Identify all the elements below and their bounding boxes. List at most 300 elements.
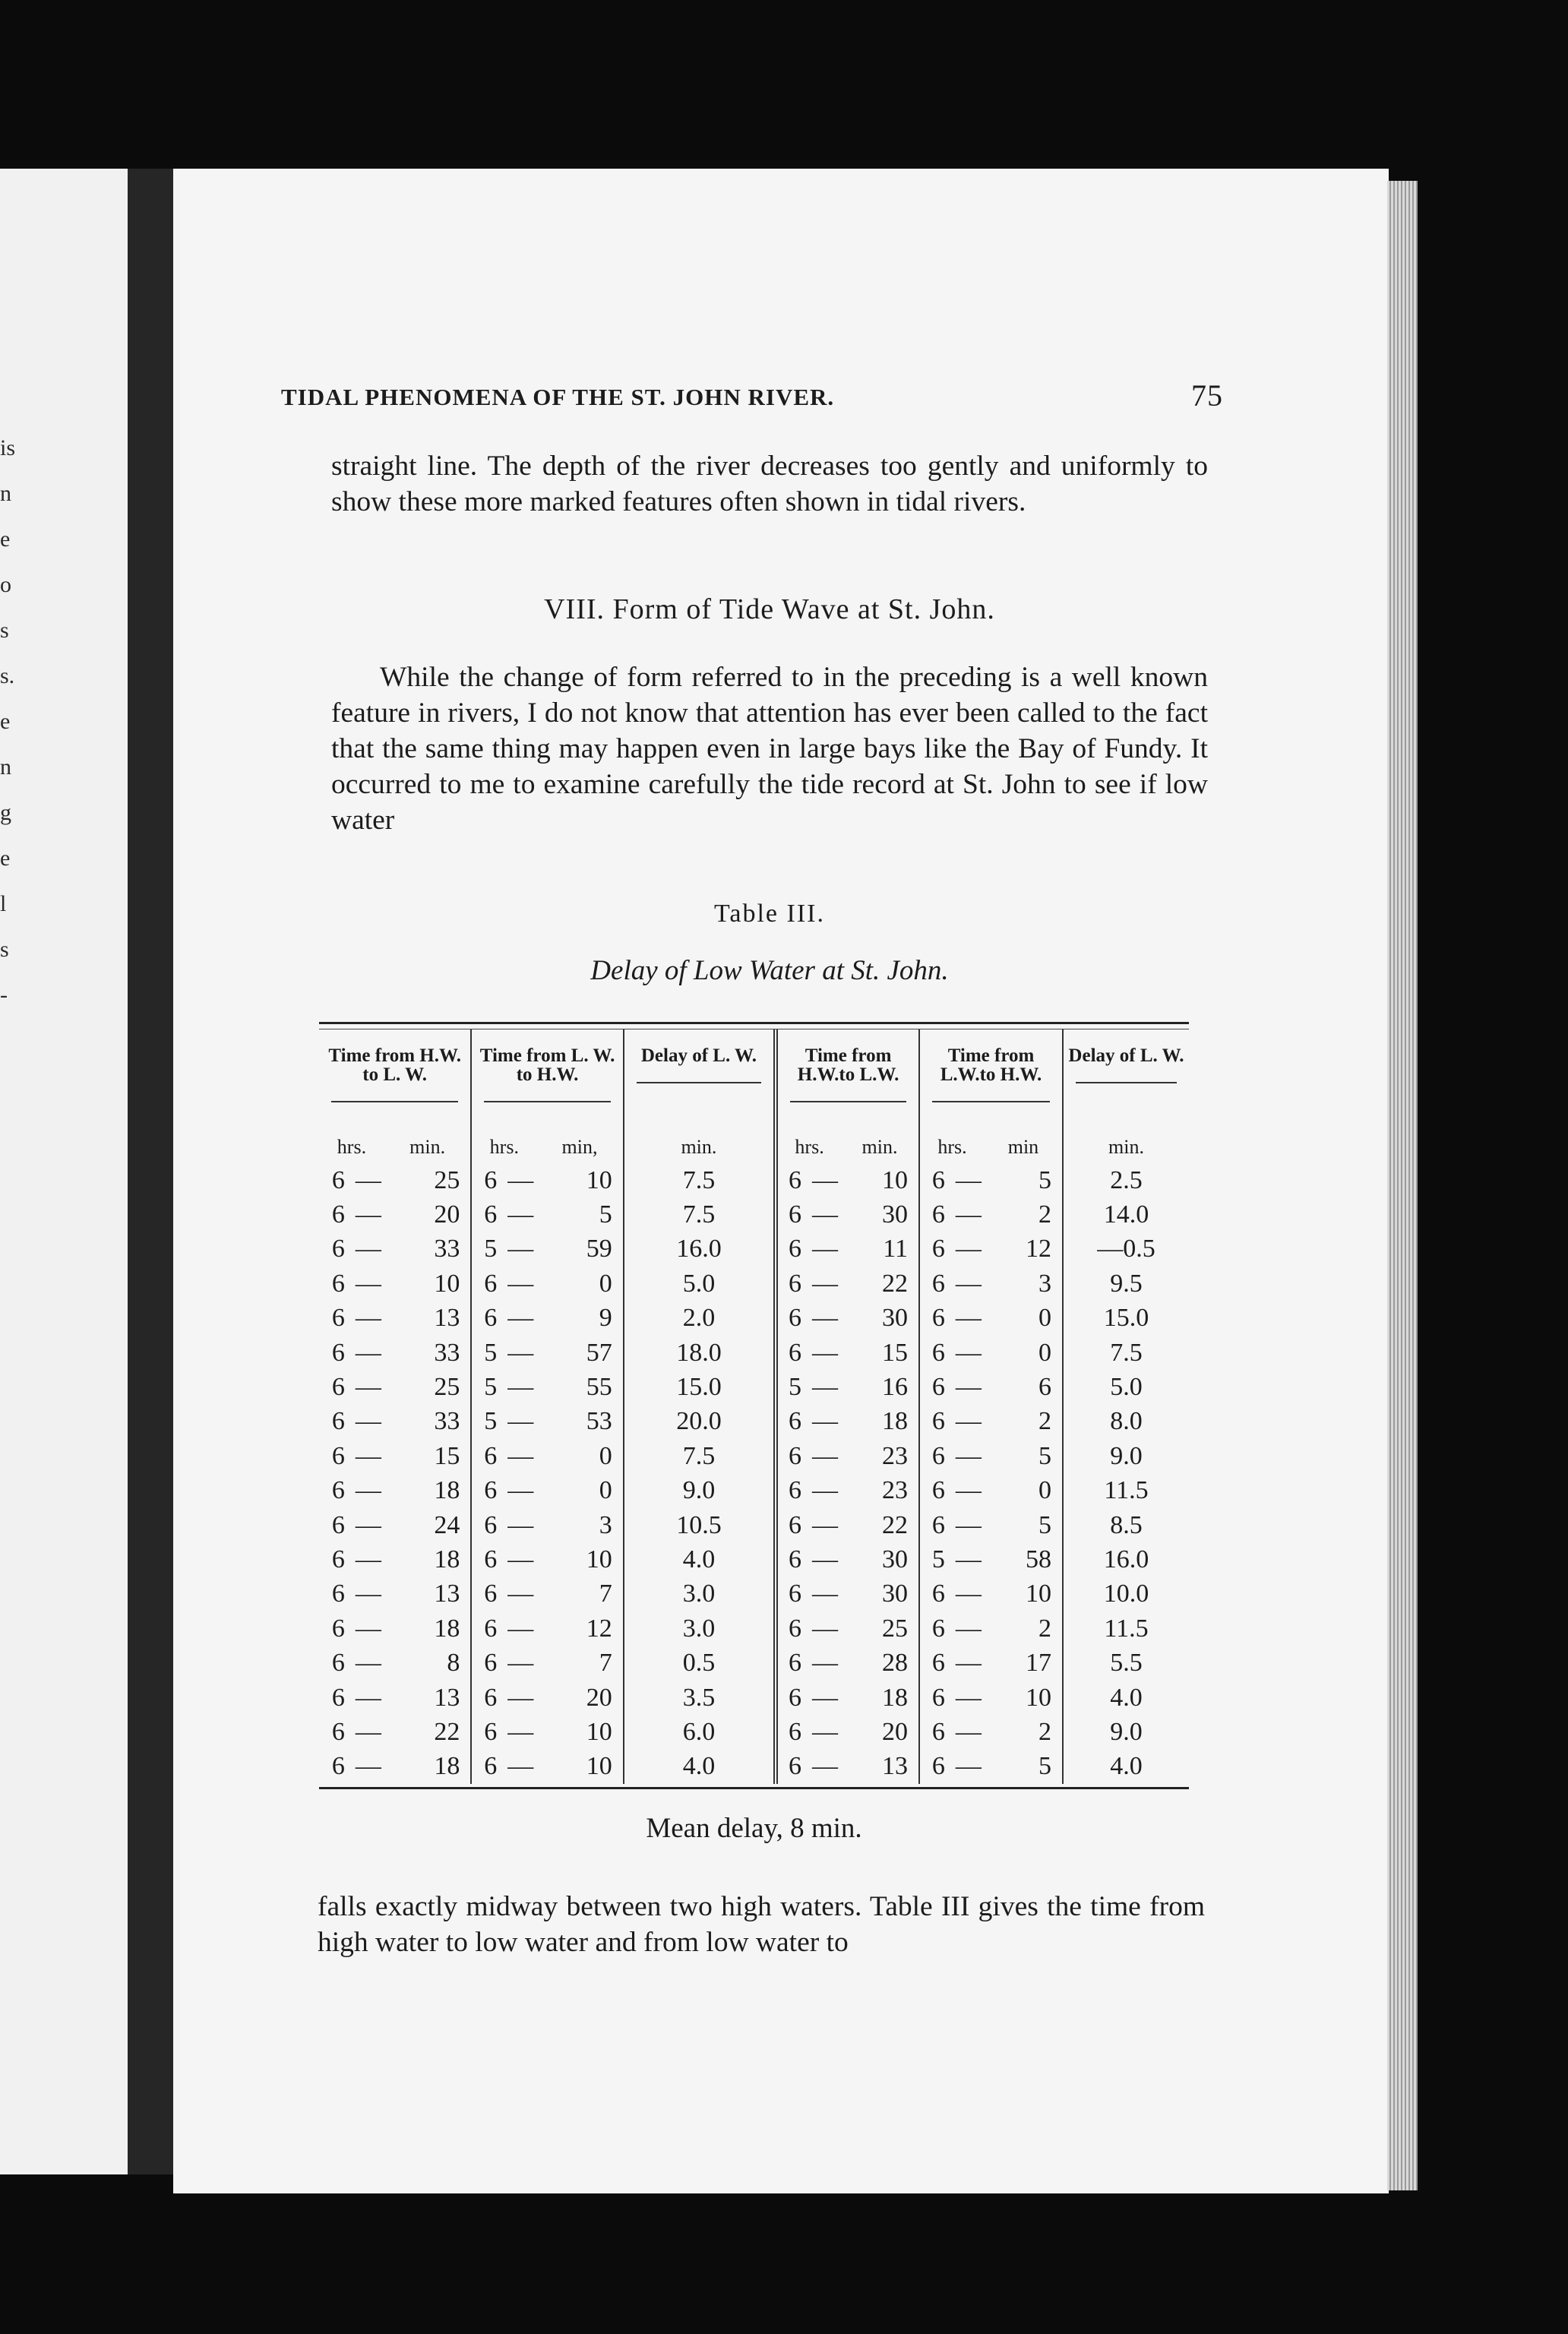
table-cell: 8.0 [1110,1407,1143,1436]
table-cell: 6 — [931,1373,982,1402]
table-row [319,1370,1189,1404]
table-cell: 5.5 [1110,1649,1143,1678]
table-cell: 5.0 [624,1267,776,1301]
table-cell: 33 [384,1405,472,1439]
dash-separator: — [812,1510,838,1539]
dash-separator: — [507,1407,534,1436]
table-cell: 0 [985,1336,1063,1370]
left-page-fragment: s. [0,663,15,688]
dash-separator: — [812,1235,838,1263]
unit-label: min. [384,1113,472,1163]
dash-separator: — [507,1441,534,1470]
table-cell: 2 [985,1405,1063,1439]
dash-separator: — [355,1580,381,1608]
table-cell: 9 [536,1301,624,1336]
table-cell: 6 — [931,1614,982,1643]
table-cell: 6 — [931,1510,982,1539]
paragraph-1-text: straight line. The depth of the river decreases too gently and uniformly to show these more marked features often shown in tidal rivers. [331,451,1208,517]
table-cell: 28 [841,1646,919,1680]
table-row [319,1163,1189,1197]
unit-label: hrs. [795,1136,824,1158]
table-cell: 6 — [789,1510,838,1539]
table-cell: 8.5 [1110,1510,1143,1539]
unit-label: hrs. [489,1136,519,1158]
section-title: VIII. Form of Tide Wave at St. John. [544,593,995,625]
table-cell: 6 — [789,1580,838,1608]
left-page-fragment: e [0,709,11,734]
table-cell: 0 [536,1474,624,1508]
table-cell: 8 [384,1646,472,1680]
table-row [319,1542,1189,1577]
delay-table [319,1029,1189,1784]
left-page-fragment: l [0,891,7,916]
table-cell: 4.0 [1110,1683,1143,1712]
dash-separator: — [355,1545,381,1573]
table-cell: 6 — [331,1165,381,1194]
table-cell: 6 — [931,1476,982,1505]
table-cell: 6 — [484,1304,534,1333]
col-header: Time from L.W.to H.W. [919,1029,1063,1113]
table-cell: 10 [536,1715,624,1749]
table-cell: 3.5 [624,1681,776,1715]
table-cell: 6 — [331,1545,381,1573]
table-cell: 6 — [789,1235,838,1263]
dash-separator: — [355,1269,381,1298]
table-cell: 6 — [789,1614,838,1643]
dash-separator: — [955,1200,982,1229]
dash-separator: — [955,1752,982,1781]
table-cell: 6 — [331,1304,381,1333]
left-page-fragment: n [0,481,11,506]
col-header: Time from H.W.to L.W. [776,1029,919,1113]
table-cell: 9.0 [1110,1441,1143,1470]
table-cell: 6 — [331,1717,381,1746]
table-cell: 18 [384,1750,472,1784]
dash-separator: — [812,1338,838,1367]
table-cell: 20 [536,1681,624,1715]
table-cell: 5 [985,1439,1063,1473]
table-cell: 6 — [484,1752,534,1781]
left-page-text-fragments [0,425,18,1018]
table-cell: 6 — [484,1441,534,1470]
table-cell: 9.5 [1110,1269,1143,1298]
table-cell: 6 — [484,1510,534,1539]
dash-separator: — [355,1614,381,1643]
table-cell: 7 [536,1577,624,1611]
dash-separator: — [955,1717,982,1746]
table-row [319,1474,1189,1508]
dash-separator: — [507,1476,534,1505]
table-cell: 10 [985,1577,1063,1611]
table-cell: 10 [985,1681,1063,1715]
table-cell: 6 — [331,1269,381,1298]
table-cell: 5 [985,1163,1063,1197]
left-page-fragment: - [0,982,8,1007]
table-cell: 20 [841,1715,919,1749]
table-cell: 6 — [484,1545,534,1573]
running-head [281,378,1223,413]
table-cell: 13 [384,1301,472,1336]
dash-separator: — [812,1373,838,1402]
table-row [319,1577,1189,1611]
unit-label: min. [1108,1136,1144,1158]
unit-label: min. [841,1113,919,1163]
table-header-row [319,1029,1189,1113]
table-cell: 6 — [484,1717,534,1746]
dash-separator: — [955,1580,982,1608]
table-cell: 6 — [789,1338,838,1367]
table-cell: 15.0 [624,1370,776,1404]
mean-delay: Mean delay, 8 min. [646,1813,862,1844]
table-cell: 22 [841,1267,919,1301]
col-header: Time from L. W. to H.W. [471,1029,623,1113]
dash-separator: — [507,1683,534,1712]
dash-separator: — [355,1373,381,1402]
paragraph-2-text: While the change of form referred to in the preceding is a well known feature in rivers, I do not know that attention has ever been called to the fact that the same thing may happen even in large bays like the Bay of Fundy. It occurred to me to examine carefully the tide record at St. John to see if low water [331,662,1208,836]
dash-separator: — [955,1683,982,1712]
table-cell: 7.5 [624,1197,776,1232]
dash-separator: — [507,1717,534,1746]
table-cell: 22 [841,1508,919,1542]
table-cell: 4.0 [1110,1752,1143,1781]
table-row [319,1405,1189,1439]
dash-separator: — [812,1649,838,1678]
table-cell: 10.0 [1103,1580,1149,1608]
col-header: Delay of L. W. [1063,1029,1189,1113]
table-bottom-rule [319,1787,1189,1789]
running-head-title: TIDAL PHENOMENA OF THE ST. JOHN RIVER. [281,384,835,410]
dash-separator: — [812,1304,838,1333]
dash-separator: — [355,1717,381,1746]
table-cell: 7.5 [624,1163,776,1197]
dash-separator: — [355,1165,381,1194]
table-cell: 2 [985,1715,1063,1749]
table-cell: 6 — [331,1683,381,1712]
table-row [319,1508,1189,1542]
table-cell: 6 — [931,1441,982,1470]
table-cell: 6 — [484,1200,534,1229]
table-cell: 0.5 [624,1646,776,1680]
dash-separator: — [355,1304,381,1333]
table-cell: 6 — [931,1200,982,1229]
dash-separator: — [355,1752,381,1781]
table-cell: 6 — [331,1580,381,1608]
dash-separator: — [812,1269,838,1298]
table-cell: 5 — [789,1373,838,1402]
table-cell: 6 — [789,1649,838,1678]
table-cell: 6 — [331,1373,381,1402]
table-cell: 12 [536,1611,624,1646]
dash-separator: — [955,1338,982,1367]
dash-separator: — [812,1752,838,1781]
table-cell: 3 [985,1267,1063,1301]
table-cell: 6 — [931,1752,982,1781]
table-cell: 2.5 [1110,1165,1143,1194]
table-cell: 6 — [931,1304,982,1333]
col-header: Time from H.W. to L. W. [319,1029,471,1113]
table-cell: 6 — [931,1580,982,1608]
table-cell: 55 [536,1370,624,1404]
table-cell: 4.0 [624,1542,776,1577]
left-page-fragment: is [0,435,16,460]
table-cell: 3.0 [624,1577,776,1611]
table-cell: 7.5 [1110,1338,1143,1367]
table-row [319,1232,1189,1267]
dash-separator: — [955,1235,982,1263]
table-cell: 5 — [484,1373,534,1402]
table-cell: 6 — [931,1165,982,1194]
table-cell: 33 [384,1336,472,1370]
table-cell: 6 — [931,1338,982,1367]
table-cell: 16 [841,1370,919,1404]
table-row [319,1301,1189,1336]
left-page-fragment: e [0,527,11,552]
dash-separator: — [955,1441,982,1470]
dash-separator: — [812,1545,838,1573]
dash-separator: — [355,1200,381,1229]
table-cell: 6 — [331,1510,381,1539]
dash-separator: — [955,1373,982,1402]
table-cell: 2 [985,1197,1063,1232]
dash-separator: — [507,1545,534,1573]
table-cell: 5.0 [1110,1373,1143,1402]
table-row [319,1611,1189,1646]
table-cell: 6 — [931,1235,982,1263]
table-cell: 6 — [484,1580,534,1608]
table-row [319,1336,1189,1370]
table-cell: —0.5 [1097,1235,1155,1263]
left-page-fragment: g [0,800,11,825]
dash-separator: — [955,1165,982,1194]
table-cell: 16.0 [624,1232,776,1267]
paragraph-3-text: falls exactly midway between two high waters. Table III gives the time from high water to low water and from low water to [318,1891,1205,1958]
table-cell: 3.0 [624,1611,776,1646]
table-cell: 15 [841,1336,919,1370]
table-cell: 6 — [789,1683,838,1712]
table-cell: 30 [841,1197,919,1232]
paragraph-2 [331,659,1208,838]
table-cell: 2 [985,1611,1063,1646]
table-cell: 10 [536,1542,624,1577]
table-cell: 6 — [331,1235,381,1263]
table-cell: 10 [384,1267,472,1301]
table-cell: 13 [841,1750,919,1784]
table-cell: 5 — [484,1235,534,1263]
dash-separator: — [955,1476,982,1505]
table-cell: 59 [536,1232,624,1267]
table-cell: 6 — [331,1752,381,1781]
table-cell: 13 [384,1577,472,1611]
table-top-rule [319,1022,1189,1024]
left-page-fragment: o [0,572,11,597]
dash-separator: — [507,1200,534,1229]
table-cell: 6 — [931,1649,982,1678]
dash-separator: — [812,1165,838,1194]
table-cell: 10.5 [624,1508,776,1542]
table-cell: 6 — [931,1717,982,1746]
table-cell: 20 [384,1197,472,1232]
table-cell: 24 [384,1508,472,1542]
table-cell: 18 [384,1542,472,1577]
dash-separator: — [955,1269,982,1298]
dash-separator: — [955,1545,982,1573]
dash-separator: — [355,1510,381,1539]
dash-separator: — [812,1683,838,1712]
tide-table [319,1022,1189,1789]
dash-separator: — [955,1304,982,1333]
table-cell: 7.5 [624,1439,776,1473]
table-cell: 22 [384,1715,472,1749]
dash-separator: — [507,1373,534,1402]
table-cell: 0 [536,1439,624,1473]
table-cell: 6 — [331,1338,381,1367]
units-row [319,1113,1189,1163]
left-page-fragment: s [0,618,9,643]
dash-separator: — [507,1614,534,1643]
table-cell: 6 — [331,1441,381,1470]
table-row [319,1750,1189,1784]
dash-separator: — [507,1649,534,1678]
table-cell: 5 — [931,1545,982,1573]
table-cell: 18 [384,1611,472,1646]
dash-separator: — [355,1441,381,1470]
table-row [319,1439,1189,1473]
table-cell: 9.0 [624,1474,776,1508]
table-cell: 53 [536,1405,624,1439]
dash-separator: — [507,1165,534,1194]
table-cell: 6 — [931,1683,982,1712]
page-stack-edge [1387,181,1418,2190]
table-cell: 6 — [484,1165,534,1194]
table-cell: 13 [384,1681,472,1715]
table-cell: 15 [384,1439,472,1473]
table-cell: 20.0 [624,1405,776,1439]
table-cell: 6 — [931,1269,982,1298]
table-cell: 2.0 [624,1301,776,1336]
table-cell: 11.5 [1104,1614,1149,1643]
dash-separator: — [507,1752,534,1781]
dash-separator: — [355,1476,381,1505]
table-cell: 9.0 [1110,1717,1143,1746]
paragraph-3 [318,1889,1205,1960]
table-cell: 10 [536,1163,624,1197]
table-cell: 10 [536,1750,624,1784]
table-cell: 6 — [484,1476,534,1505]
table-cell: 6 — [331,1649,381,1678]
table-cell: 6 — [789,1200,838,1229]
table-cell: 6 — [331,1476,381,1505]
table-cell: 18 [841,1681,919,1715]
table-cell: 5 — [484,1338,534,1367]
table-cell: 6 — [484,1683,534,1712]
left-page-fragment: e [0,846,11,871]
table-row [319,1681,1189,1715]
dash-separator: — [812,1614,838,1643]
table-cell: 25 [384,1370,472,1404]
table-cell: 6 — [484,1269,534,1298]
table-cell: 18 [841,1405,919,1439]
table-cell: 11 [841,1232,919,1267]
table-cell: 30 [841,1301,919,1336]
table-cell: 0 [985,1301,1063,1336]
table-row [319,1267,1189,1301]
table-title: Table III. [714,900,825,928]
dash-separator: — [507,1338,534,1367]
dash-separator: — [507,1304,534,1333]
dash-separator: — [955,1510,982,1539]
table-subtitle: Delay of Low Water at St. John. [590,955,949,986]
unit-label: min, [536,1113,624,1163]
table-cell: 6 — [331,1200,381,1229]
dash-separator: — [812,1407,838,1436]
table-cell: 17 [985,1646,1063,1680]
dash-separator: — [355,1338,381,1367]
unit-label: hrs. [337,1136,367,1158]
table-cell: 33 [384,1232,472,1267]
table-cell: 6 — [789,1269,838,1298]
table-cell: 7 [536,1646,624,1680]
table-cell: 5 — [484,1407,534,1436]
table-row [319,1197,1189,1232]
unit-label: min. [624,1113,776,1163]
table-cell: 12 [985,1232,1063,1267]
dash-separator: — [812,1441,838,1470]
dash-separator: — [507,1235,534,1263]
dash-separator: — [812,1580,838,1608]
table-cell: 16.0 [1103,1545,1149,1573]
table-cell: 6 — [331,1614,381,1643]
dash-separator: — [955,1407,982,1436]
table-cell: 5 [985,1508,1063,1542]
table-cell: 58 [985,1542,1063,1577]
table-cell: 10 [841,1163,919,1197]
dash-separator: — [812,1717,838,1746]
dash-separator: — [355,1683,381,1712]
dash-separator: — [812,1200,838,1229]
table-cell: 23 [841,1439,919,1473]
unit-label: hrs. [937,1136,967,1158]
table-row [319,1646,1189,1680]
dash-separator: — [355,1407,381,1436]
table-cell: 14.0 [1103,1200,1149,1229]
table-cell: 25 [841,1611,919,1646]
table-cell: 6 — [789,1476,838,1505]
dash-separator: — [507,1580,534,1608]
dash-separator: — [955,1614,982,1643]
table-cell: 3 [536,1508,624,1542]
table-cell: 4.0 [624,1750,776,1784]
table-cell: 6 — [331,1407,381,1436]
table-cell: 30 [841,1577,919,1611]
table-cell: 15.0 [1103,1304,1149,1333]
table-cell: 25 [384,1163,472,1197]
table-cell: 0 [536,1267,624,1301]
table-cell: 6 — [484,1614,534,1643]
dash-separator: — [507,1269,534,1298]
table-cell: 5 [536,1197,624,1232]
table-cell: 6 — [789,1304,838,1333]
table-cell: 57 [536,1336,624,1370]
table-cell: 6.0 [624,1715,776,1749]
dash-separator: — [955,1649,982,1678]
dash-separator: — [812,1476,838,1505]
table-cell: 5 [985,1750,1063,1784]
table-cell: 6 — [931,1407,982,1436]
dash-separator: — [507,1510,534,1539]
table-cell: 23 [841,1474,919,1508]
paragraph-1 [331,448,1208,520]
left-page-fragment: s [0,937,9,962]
